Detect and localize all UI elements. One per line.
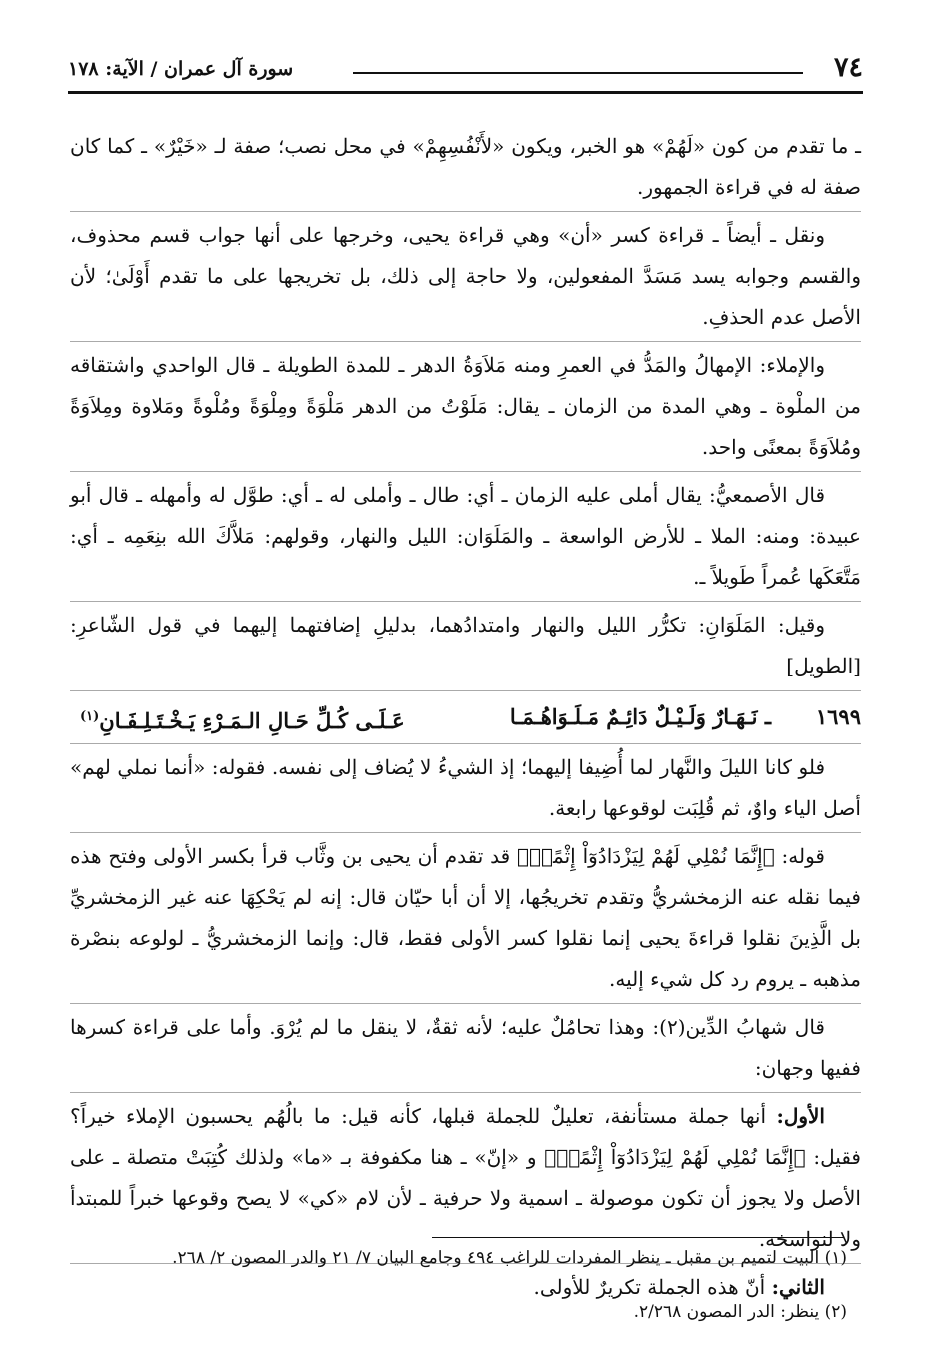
verse-second-hemistich xyxy=(80,696,405,741)
footnote: (١) البيت لتميم بن مقبل ـ ينظر المفردات للراغب ٤٩٤ وجامع البيان ٧/ ٢١ والدر المصون ٢/ ٢٦٨. xyxy=(172,1248,847,1268)
paragraph: ونقل ـ أيضاً ـ قراءة كسر «أن» وهي قراءة يحيى، وخرجها على أنها جواب قسم محذوف، والقسم وجوابه يسد مَسَدَّ المفعولين، ولا حاجة إلى ذلك، بل تخريجها على ما تقدم أَوْلَىٰ؛ لأن الأصل عدم الحذفِ. xyxy=(70,223,861,329)
footnote: (٢) ينظر: الدر المصون ٢/٢٦٨. xyxy=(633,1302,847,1322)
header-line xyxy=(353,72,803,74)
paragraph-separator xyxy=(70,743,861,744)
paragraph: قال شهابُ الدِّين(٢): وهذا تحامُلٌ عليه؛ لأنه ثقةٌ، لا ينقل ما لم يُرْوَ. وأما على قراءة كسرها ففيها وجهان: xyxy=(70,1015,861,1080)
header-rule xyxy=(68,91,863,94)
running-title: سورة آل عمران / الآية: ١٧٨ xyxy=(68,58,294,80)
footnote-rule xyxy=(432,1237,844,1238)
paragraph-separator xyxy=(70,832,861,833)
point-first xyxy=(70,1096,861,1260)
point-label: الثاني: xyxy=(771,1275,825,1299)
paragraph: فلو كانا الليلَ والنَّهار لما أُضِيفا إليهما؛ إذ الشيءُ لا يُضاف إلى نفسه. فقوله: «أنما نملي لهم» أصل الياء واوٌ، ثم قُلِبَت لوقوعها رابعة. xyxy=(70,755,861,820)
paragraph-separator xyxy=(70,471,861,472)
verse-second-hemistich-text: عَـلَـى كُـلِّ حَـالِ الـمَـرْءِ يَـخْـتَـلِـفَـانِ xyxy=(99,708,405,733)
page-number: ٧٤ xyxy=(833,52,863,83)
paragraph: قال الأصمعيُّ: يقال أملى عليه الزمان ـ أي: طال ـ وأملى له ـ أي: طوَّل له وأمهله ـ قال أبو عبيدة: ومنه: الملا ـ للأرض الواسعة ـ والمَلَوَان: الليل والنهار، وقولهم: مَلاَّكَ الله بنِعَمِه ـ أي: مَتَّعَكَها عُمراً طَويلاً ـ. xyxy=(70,483,861,589)
paragraph-separator xyxy=(70,601,861,602)
point-text: أنّ هذه الجملة تكريرٌ للأولى. xyxy=(533,1275,772,1299)
paragraph: والإملاء: الإمهالُ والمَدُّ في العمرِ ومنه مَلاَوَةُ الدهر ـ للمدة الطويلة ـ قال الواحدي واشتقاقه من الملْوة ـ وهي المدة من الزمان ـ يقال: مَلَوْتُ من الدهر مَلْوَةً ومِلْوَةً ومُلْوةً ومَلاوة ومِلاَوَةً ومُلاَوَةً بمعنًى واحد. xyxy=(70,353,861,459)
paragraph-separator xyxy=(70,341,861,342)
page-header xyxy=(68,50,863,90)
footnotes xyxy=(70,1246,847,1354)
paragraph: وقيل: المَلَوَانِ: تكرُّر الليل والنهار وامتدادُهما، بدليلِ إضافتهما إليهما في قول الشّاعرِ: [الطويل] xyxy=(70,613,861,678)
verse-first-hemistich: ـ نَـهَـارٌ وَلَـيْـلٌ دَائِـمٌ مَـلَـوَاهُـمَـا xyxy=(509,704,771,729)
main-text xyxy=(70,126,861,1308)
paragraph-separator xyxy=(70,690,861,691)
footnote-ref: (١) xyxy=(80,709,100,724)
paragraph-separator xyxy=(70,1092,861,1093)
paragraph: قوله: ﴿إِنَّمَا نُمْلِي لَهُمْ لِيَزْدَادُوٓاْ إِثْمًاۚ﴾ قد تقدم أن يحيى بن وثَّاب قرأ بكسر الأولى وفتح هذه فيما نقله عنه الزمخشريُّ وتقدم تخريجُها، إلا أن أبا حيّان قال: إنه لم يَحْكِهَا عنه غير الزمخشريِّ بل الَّذِينَ نقلوا قراءةَ يحيى إنما نقلوا كسر الأولى فقط، قال: وإنما الزمخشريُّ ـ لولوعه بنصْرة مذهبه ـ يروم رد كل شيء إليه. xyxy=(70,844,861,991)
point-label: الأول: xyxy=(776,1104,825,1128)
paragraph-separator xyxy=(70,211,861,212)
paragraph-separator xyxy=(70,1003,861,1004)
verse-number: ١٦٩٩ xyxy=(815,704,861,729)
point-text: أنها جملة مستأنفة، تعليلٌ للجملة قبلها، كأنه قيل: ما بالُهُم يحسبون الإملاء خيراً؟ فقيل: ﴿إِنَّمَا نُمْلِي لَهُمْ لِيَزْدَادُوٓاْ إِثْمًاۚ﴾ و «إنّ» ـ هنا مكفوفة بـ «ما» ولذلك كُتِبَتْ متصلة ـ على الأصل ولا يجوز أن تكون موصولة ـ اسمية ولا حرفية ـ لأن لام «كي» لا يصح وقوعها خبراً للمبتدأ ولا لنواسخه. xyxy=(70,1104,861,1251)
paragraph: ـ ما تقدم من كون «لَهُمْ» هو الخبر، ويكون «لأَنْفُسِهِمْ» في محل نصب؛ صفة لـ «خَيْرٌ» ـ كما كان صفة له في قراءة الجمهور. xyxy=(70,134,861,199)
poetry-verse xyxy=(70,694,861,740)
